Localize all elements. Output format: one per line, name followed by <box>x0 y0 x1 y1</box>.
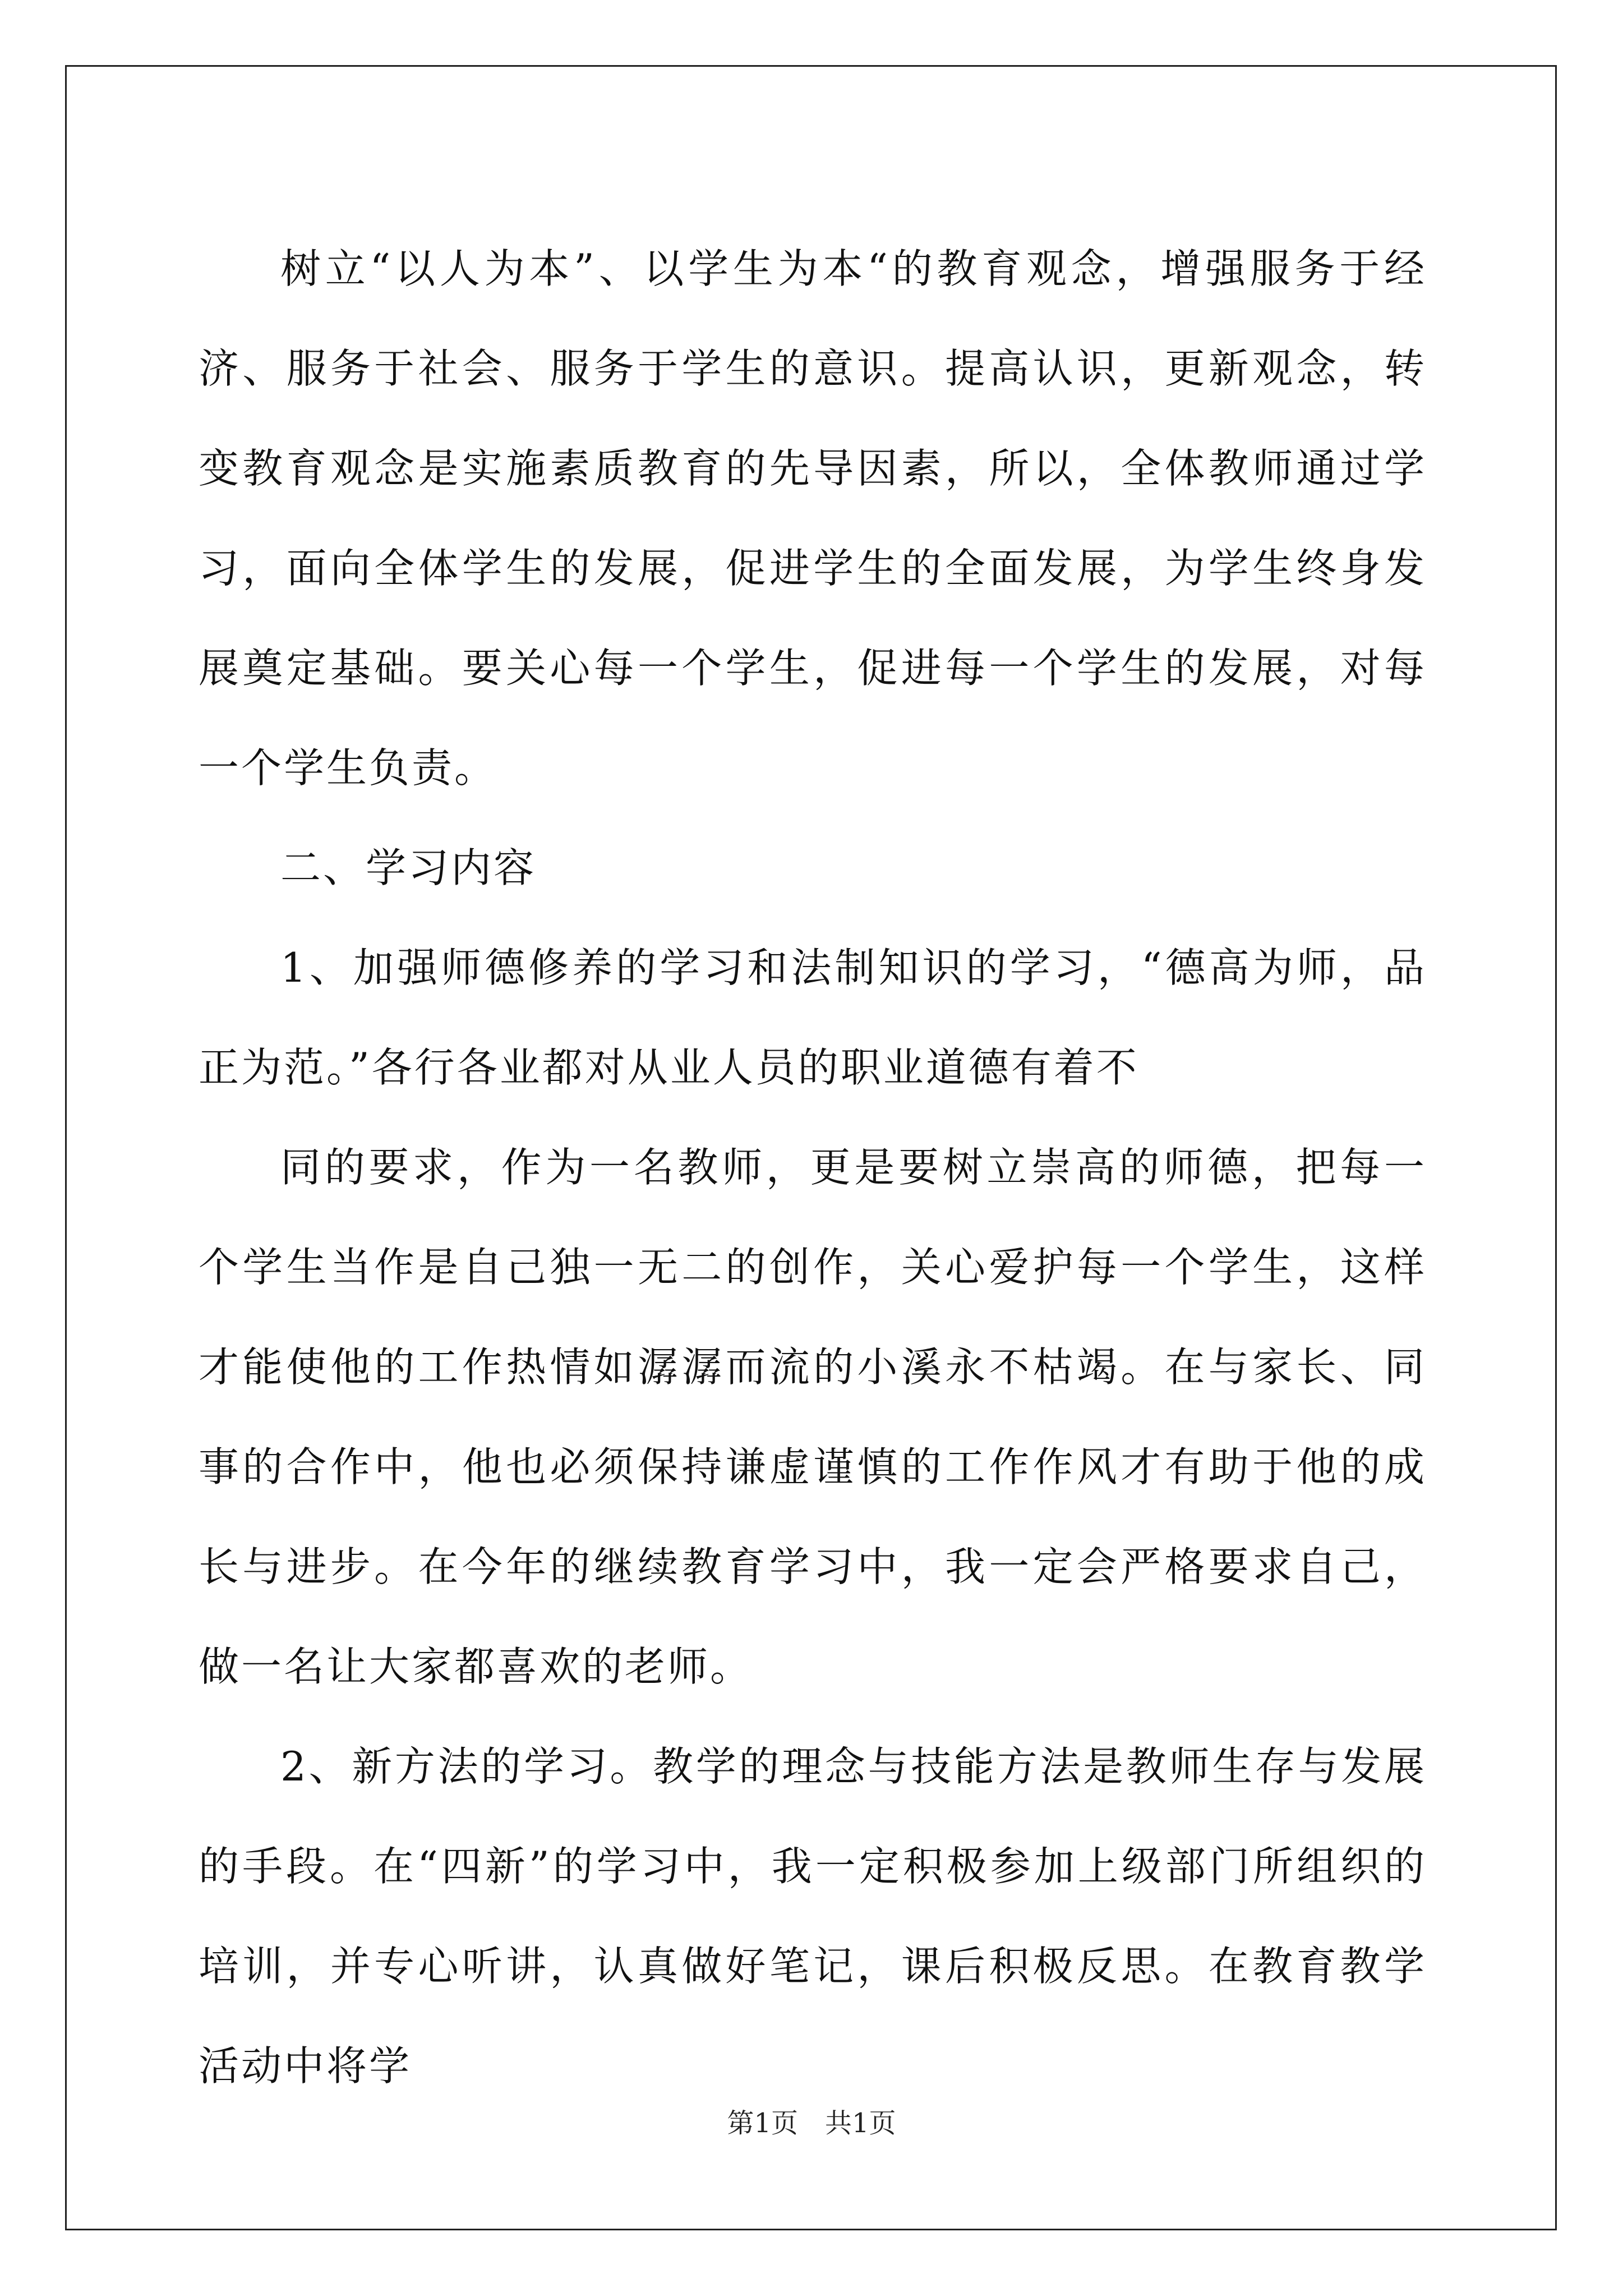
document-body <box>199 219 1427 2116</box>
paragraph-1: 树立“以人为本”、以学生为本“的教育观念，增强服务于经济、服务于社会、服务于学生的意识。提高认识，更新观念，转变教育观念是实施素质教育的先导因素，所以，全体教师通过学习，面向全体学生的发展，促进学生的全面发展，为学生终身发展奠定基础。要关心每一个学生，促进每一个学生的发展，对每一个学生负责。 <box>199 245 1427 792</box>
page-number-footer: 第1页 共1页 <box>727 2108 896 2139</box>
paragraph-3: 同的要求，作为一名教师，更是要树立崇高的师德，把每一个学生当作是自己独一无二的创作，关心爱护每一个学生，这样才能使他的工作热情如潺潺而流的小溪永不枯竭。在与家长、同事的合作中，他也必须保持谦虚谨慎的工作作风才有助于他的成长与进步。在今年的继续教育学习中，我一定会严格要求自己，做一名让大家都喜欢的老师。 <box>199 1144 1427 1690</box>
paragraph-2: 1、加强师德修养的学习和法制知识的学习，“德高为师，品正为范。”各行各业都对从业人员的职业道德有着不 <box>199 944 1427 1091</box>
section-heading: 二、学习内容 <box>280 844 537 891</box>
paragraph-4: 2、新方法的学习。教学的理念与技能方法是教师生存与发展的手段。在“四新”的学习中，我一定积极参加上级部门所组织的培训，并专心听讲，认真做好笔记，课后积极反思。在教育教学活动中将学 <box>199 1743 1427 2090</box>
